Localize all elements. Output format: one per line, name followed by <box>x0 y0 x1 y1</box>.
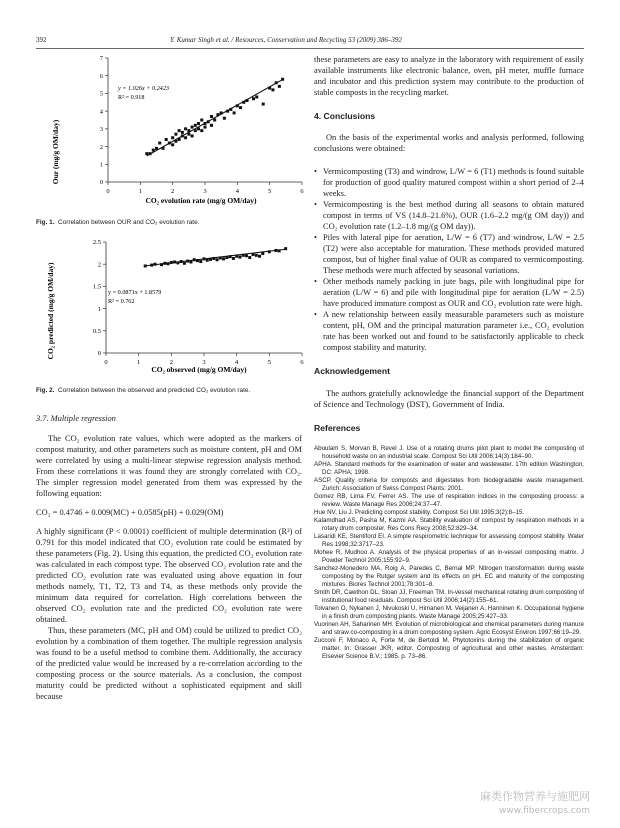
data-point <box>220 111 223 114</box>
figure-2 <box>36 236 306 394</box>
running-title: Y. Kumar Singh et al. / Resources, Conservation and Recycling 53 (2009) 386–392 <box>170 36 402 44</box>
data-point <box>232 257 235 260</box>
data-point <box>275 81 278 84</box>
chart1-equation: y = 1.026x + 0.2423 <box>118 85 169 92</box>
data-point <box>180 260 183 263</box>
data-point <box>271 88 274 91</box>
left-column-text <box>36 414 302 702</box>
y-tick-label: 2 <box>99 143 103 151</box>
data-point <box>207 120 210 123</box>
figure-2-caption-text: Correlation between the observed and predicted CO₂ evolution rate. <box>58 387 251 394</box>
y-tick-label: 1.5 <box>92 283 101 291</box>
conclusion-item: • Vermicomposting is the best method during all seasons to obtain matured compost in terms of VS (14.8–21.6%), OUR (1.6–2.2 mg/(g OM day)) and CO₂ evolution rate (1.2–1.8 mg/(g OM day)). <box>314 199 584 232</box>
reference-item: Kalamdhad AS, Pasha M, Kazmi AA. Stability evaluation of compost by respiration methods in a rotary drum composter. Res Cons Recy 2008;52:829–34. <box>314 517 584 532</box>
x-tick-label: 3 <box>203 188 207 195</box>
conclusions-heading: 4. Conclusions <box>314 111 376 121</box>
reference-item: Vuorinen AH, Saharinen MH. Evolution of microbiological and chemical parameters during manure and straw co-composting in a drum composting system. Agric Ecosyst Environ 1997;66:19–29. <box>314 621 584 636</box>
data-point <box>163 262 166 265</box>
conclusion-item: • Other methods namely packing in jute bags, pile with longitudinal pipe for aeration (L/W = 6) and pile with longitudinal pipe for aeration (L/W = 2.5) have produced immature compost as OUR and CO₂ evolution rate were high. <box>314 276 584 309</box>
data-point <box>186 260 189 263</box>
y-tick-label: 2.5 <box>92 239 101 247</box>
data-point <box>242 254 245 257</box>
right-column <box>314 54 584 661</box>
data-point <box>150 264 153 267</box>
data-point <box>184 136 187 139</box>
y-tick-label: 0 <box>99 179 103 187</box>
data-point <box>174 140 177 143</box>
figure-2-caption-label: Fig. 2. <box>36 387 55 394</box>
data-point <box>173 260 176 263</box>
data-point <box>196 259 199 262</box>
chart2-r2: R² = 0.762 <box>108 298 135 305</box>
data-point <box>252 97 255 100</box>
y-tick-label: 3 <box>99 126 103 134</box>
x-tick-label: 2 <box>169 359 173 366</box>
figure-2-chart <box>36 236 306 376</box>
data-point <box>255 95 258 98</box>
reference-item: ASCP. Quality criteria for composts and digestates from biodegradable waste management. Zurich: Association of Swiss Compost Plants; 2001. <box>314 477 584 492</box>
figure-1-caption-label: Fig. 1. <box>36 219 55 226</box>
data-point <box>155 147 158 150</box>
data-point <box>229 108 232 111</box>
conclusion-item: • Vermicomposting (T3) and windrow, L/W = 6 (T1) methods is found suitable for production of good quality matured compost within a short period of 2–4 weeks. <box>314 166 584 199</box>
data-point <box>239 106 242 109</box>
paragraph-regression-intro: The CO₂ evolution rate values, which were adopted as the markers of compost maturity, and other parameters such as moisture content, pH and OM were correlated by using a multi-linear stepwise regression analysis method. From these correlations it was found they are strongly correlated with CO₂. The simpler regression model generated from them was expressed by the following equation: <box>36 434 302 498</box>
figure-1-caption <box>36 219 306 226</box>
data-point <box>246 99 249 102</box>
data-point <box>235 255 238 258</box>
figure-1 <box>36 52 306 226</box>
data-point <box>199 260 202 263</box>
data-point <box>145 152 148 155</box>
data-point <box>262 103 265 106</box>
data-point <box>204 122 207 125</box>
reference-item: Sanchez-Monedero MA, Roig A, Paredes C, Bernal MP. Nitrogen transformation during waste composting by the Rutger system and its effects on pH, EC and maturity of the composting mixtures. Biores Technol 2001;78:301–8. <box>314 565 584 588</box>
chart2-equation: y = 0.0871x + 1.8579 <box>108 289 162 296</box>
data-point <box>181 134 184 137</box>
data-point <box>258 255 261 258</box>
data-point <box>284 247 287 250</box>
y-tick-label: 4 <box>99 108 103 116</box>
data-point <box>187 129 190 132</box>
data-point <box>206 259 209 262</box>
reference-item: Lasaridi KE, Stentiford EI. A simple respirometric technique for assessing compost stability. Water Res 1998;32:3717–23. <box>314 533 584 548</box>
conclusion-item: • Piles with lateral pipe for aeration, L/W = 6 (T7) and windrow, L/W = 2.5 (T2) were also acceptable for maturation. These methods provided matured compost, but of higher final value of OUR as compared to vermicomposting. These methods were much affected by seasonal variations. <box>314 232 584 276</box>
y-tick-label: 5 <box>99 90 103 98</box>
conclusions-intro: On the basis of the experimental works and analysis performed, following conclusions were obtained: <box>314 133 584 153</box>
figure-1-chart <box>36 52 306 208</box>
data-point <box>178 138 181 141</box>
data-point <box>167 262 170 265</box>
x-tick-label: 0 <box>106 188 110 195</box>
data-point <box>194 129 197 132</box>
chart1-ylabel: Our (mg/g OM/day) <box>51 119 60 185</box>
data-point <box>181 131 184 134</box>
data-point <box>189 260 192 263</box>
data-point <box>187 133 190 136</box>
data-point <box>149 152 152 155</box>
figure-2-caption <box>36 387 306 394</box>
data-point <box>197 127 200 130</box>
data-point <box>229 255 232 258</box>
conclusions-list <box>314 166 584 353</box>
data-point <box>194 124 197 127</box>
y-tick-label: 0 <box>97 350 101 358</box>
reference-item: Smith DR, Cawthon DL, Sloan JJ, Freeman TM. In-vessel mechanical rotating drum composting of institutional food residuals. Compost Sci Util 2006;14(2):155–61. <box>314 589 584 604</box>
y-tick-label: 7 <box>99 55 103 63</box>
data-point <box>213 119 216 122</box>
x-tick-label: 0 <box>104 359 108 366</box>
x-tick-label: 3 <box>202 359 206 366</box>
reference-item: Zucconi F, Monaco A, Forte M, de Bertoldi M. Phytotoxins during the stabilization of organic matter. In: Grasser JKR, editor. Composting of agricultural and other wastes. Amsterdam: Elsevier Science B.V.; 1985. p. 73–86. <box>314 637 584 660</box>
y-tick-label: 2 <box>97 261 101 269</box>
watermark-title: 麻类作物营养与施肥网 <box>480 790 590 803</box>
reference-item: Hue NV, Liu J. Predicting compost stability. Compost Sci Util 1995;3(2):8–15. <box>314 509 525 516</box>
y-tick-label: 1 <box>99 161 103 169</box>
x-tick-label: 1 <box>137 359 141 366</box>
x-tick-label: 5 <box>267 359 271 366</box>
data-point <box>248 256 251 259</box>
data-point <box>184 127 187 130</box>
chart1-xlabel: CO₂ evolution rate (mg/g OM/day) <box>145 196 257 205</box>
data-point <box>171 136 174 139</box>
data-point <box>268 250 271 253</box>
data-point <box>278 249 281 252</box>
data-point <box>278 85 281 88</box>
data-point <box>158 142 161 145</box>
data-point <box>216 258 219 261</box>
data-point <box>174 133 177 136</box>
x-tick-label: 4 <box>235 188 239 195</box>
data-point <box>200 129 203 132</box>
data-point <box>261 252 264 255</box>
data-point <box>152 149 155 152</box>
header-rule <box>36 48 584 49</box>
data-point <box>222 257 225 260</box>
reference-item: Gomez RB, Lima FV, Ferrer AS. The use of respiration indices in the composting process: a review. Waste Manage Res 2006;24:37–47. <box>314 493 584 508</box>
data-point <box>178 129 181 132</box>
y-tick-label: 0.5 <box>92 328 101 335</box>
x-tick-label: 2 <box>171 188 175 195</box>
data-point <box>238 256 241 259</box>
data-point <box>160 263 163 266</box>
paragraph-regression-results: A highly significant (P < 0.0001) coefficient of multiple determination (R²) of 0.791 for this model indicated that CO₂ evolution rate could be estimated by these parameters (Fig. 2). Using this equation, the predicted CO₂ evolution rate was calculated in each compost type. The observed CO₂ evolution rate and the predicted CO₂ evolution rate was evaluated using above equation in four methods namely, T1, T2, T3 and T4, as these methods only provide the minimum data required for correlation. High correlations between the observed CO₂ evolution rate and the predicted CO₂ evolution rate were obtained. <box>36 527 302 624</box>
conclusion-item: • A new relationship between easily measurable parameters such as moisture content, pH, OM and the principal maturation parameter i.e., CO₂ evolution rate has been worked out and found to be satisfactorily applicable to check compost stability and maturity. <box>314 309 584 353</box>
acknowledgement-text: The authors gratefully acknowledge the financial support of the Department of Science and Technology (DST), Government of India. <box>314 389 584 409</box>
data-point <box>255 254 258 257</box>
chart2-xlabel: CO₂ observed (mg/g OM/day) <box>151 365 247 374</box>
data-point <box>209 258 212 261</box>
data-point <box>212 257 215 260</box>
data-point <box>197 122 200 125</box>
data-point <box>274 249 277 252</box>
reference-item: Aboulam S, Morvan B, Revel J. Use of a rotating drums pilot plant to model the composting of household waste on an industrial scale. Compost Sci Util 2006;14(3):184–90. <box>314 445 584 460</box>
data-point <box>200 119 203 122</box>
page-number: 392 <box>36 36 47 44</box>
data-point <box>242 101 245 104</box>
regression-equation: CO₂ = 0.4746 + 0.009(MC) + 0.0585(pH) + 0.029(OM) <box>36 508 224 517</box>
x-tick-label: 1 <box>138 188 142 195</box>
data-point <box>170 261 173 264</box>
section-heading-3-7: 3.7. Multiple regression <box>36 414 116 423</box>
data-point <box>216 113 219 116</box>
x-tick-label: 4 <box>235 359 239 366</box>
data-point <box>144 264 147 267</box>
paragraph-regression-conclusion: Thus, these parameters (MC, pH and OM) could be utilized to predict CO₂ evolution by a combination of them together. The multiple regression analysis was found to be a useful method to combine them. Additionally, the accuracy of the predicted value would be increased by a re-correlation according to the composting process or the source materials. As a conclusion, the compost maturity could be predicted without a sophisticated equipment and skill because <box>36 626 302 701</box>
data-point <box>281 78 284 81</box>
chart1-r2: R² = 0.918 <box>118 94 145 101</box>
x-tick-label: 6 <box>300 359 304 366</box>
figure-1-caption-text: Correlation between OUR and CO₂ evolution rate. <box>58 219 200 226</box>
data-point <box>165 138 168 141</box>
data-point <box>203 257 206 260</box>
acknowledgement-heading: Acknowledgement <box>314 366 390 376</box>
data-point <box>171 143 174 146</box>
y-tick-label: 6 <box>99 72 103 80</box>
data-point <box>176 261 179 264</box>
reference-item: Mohee R, Mudhoo A. Analysis of the physical properties of an in-vessel composting matrix. J Powder Technol 2005;155:92–9. <box>314 549 584 564</box>
data-point <box>161 147 164 150</box>
data-point <box>223 117 226 120</box>
data-point <box>210 115 213 118</box>
data-point <box>183 262 186 265</box>
data-point <box>245 254 248 257</box>
watermark-url: www.fibercrops.com <box>499 806 590 816</box>
references-heading: References <box>314 423 361 433</box>
data-point <box>168 142 171 145</box>
x-tick-label: 6 <box>300 188 304 195</box>
paragraph-continued: these parameters are easy to analyze in the laboratory with requirement of easily available instruments like electronic balance, oven, pH meter, muffle furnace and incubator and this prediction system may contribute to the production of stable composts in the recycling market. <box>314 55 584 97</box>
chart2-ylabel: CO₂ predicted (mg/g OM/day) <box>46 262 55 360</box>
data-point <box>252 253 255 256</box>
y-tick-label: 1 <box>97 305 101 313</box>
data-point <box>210 124 213 127</box>
references-list <box>314 445 584 661</box>
data-point <box>154 263 157 266</box>
data-point <box>236 104 239 107</box>
data-point <box>226 110 229 113</box>
data-point <box>204 126 207 129</box>
data-point <box>225 256 228 259</box>
reference-item: APHA. Standard methods for the examination of water and wastewater. 17th edition Washington, DC: APHA; 1998. <box>314 461 584 476</box>
data-point <box>219 256 222 259</box>
data-point <box>193 258 196 261</box>
data-point <box>233 111 236 114</box>
x-tick-label: 5 <box>268 188 272 195</box>
data-point <box>191 126 194 129</box>
data-point <box>268 87 271 90</box>
data-point <box>191 134 194 137</box>
reference-item: Tolvanen O, Nykanen J, Nivukoski U, Himanen M, Veijanen A, Hanninen K. Occupational hygiene in a finish drum composting plants. Waste Manage 2005;25:427–33. <box>314 605 584 620</box>
